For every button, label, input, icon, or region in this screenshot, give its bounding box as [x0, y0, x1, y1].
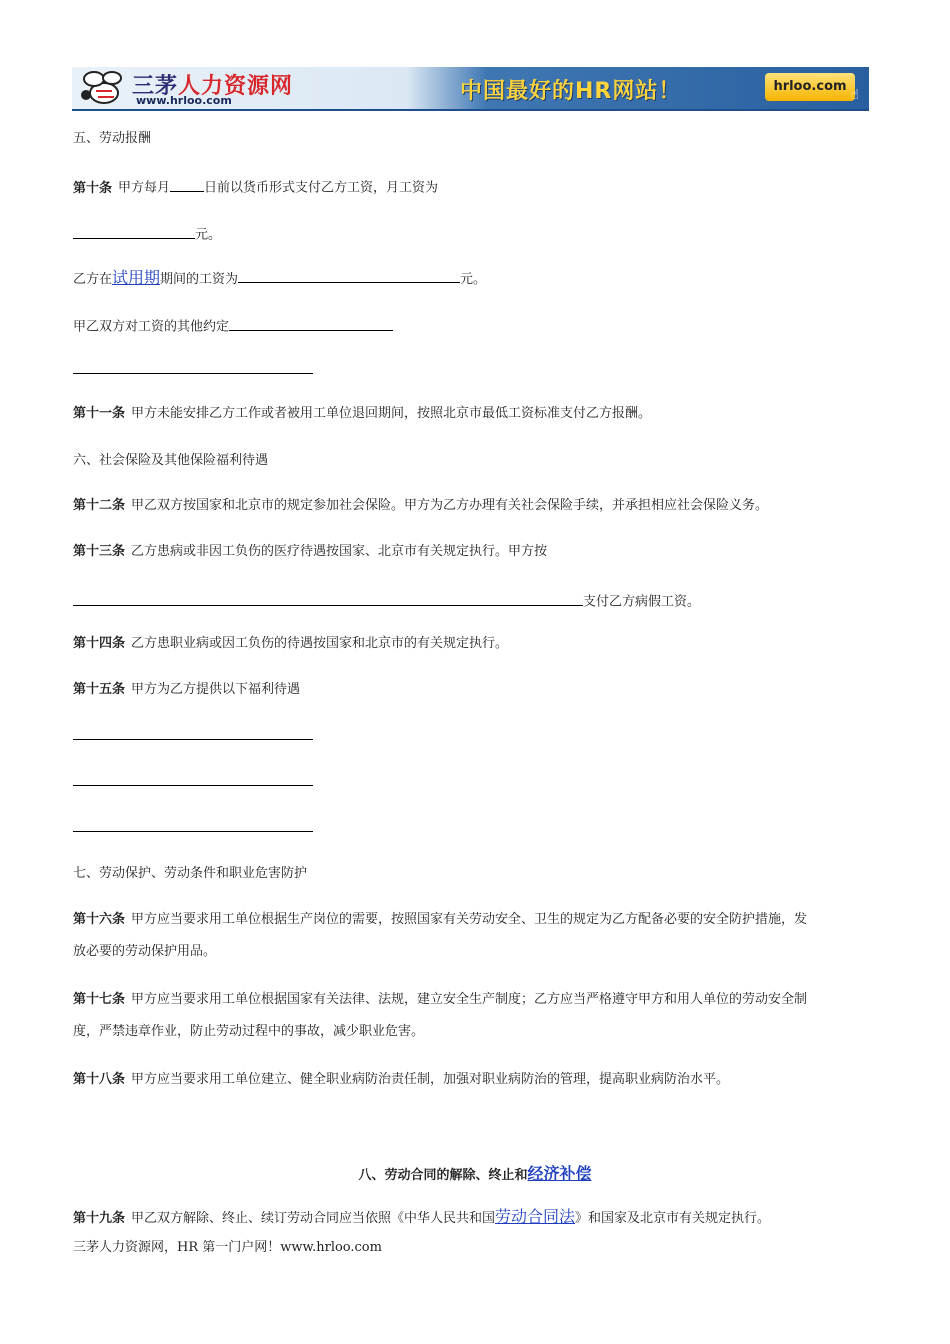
article-17: 第十七条 甲方应当要求用工单位根据国家有关法律、法规，建立安全生产制度；乙方应当严格遵守甲方和用人单位的劳动安全制 [73, 992, 808, 1007]
site-link-button[interactable]: hrloo.com ☝ [765, 73, 855, 101]
brand-url: www.hrloo.com [136, 94, 232, 107]
banner-slogan: 中国最好的HR网站！ [460, 79, 682, 104]
article-12: 第十二条 甲乙双方按国家和北京市的规定参加社会保险。甲方为乙方办理有关社会保险手续，并承担相应社会保险义务。 [73, 498, 769, 513]
header-banner[interactable] [72, 67, 869, 111]
probation-link[interactable]: 试用期 [112, 268, 161, 287]
article-19: 第十九条 甲乙双方解除、终止、续订劳动合同应当依照《中华人民共和国劳动合同法》和国家及北京市有关规定执行。 [73, 1207, 771, 1226]
section-5-heading: 五、劳动报酬 [73, 131, 152, 146]
article-13-sick-pay: 支付乙方病假工资。 [73, 591, 700, 610]
blank-sick-pay[interactable] [73, 591, 583, 606]
blank-line[interactable] [73, 373, 313, 374]
section-6-heading: 六、社会保险及其他保险福利待遇 [73, 453, 269, 468]
article-14: 第十四条 乙方患职业病或因工负伤的待遇按国家和北京市的有关规定执行。 [73, 636, 509, 651]
blank-monthly-salary[interactable] [73, 224, 195, 239]
blank-line[interactable] [73, 785, 313, 786]
article-10-salary: 元。 [73, 224, 221, 243]
blank-line[interactable] [73, 831, 313, 832]
brand-name: 三茅人力资源网 [132, 74, 294, 99]
blank-pay-day[interactable] [170, 177, 204, 192]
blank-other-terms[interactable] [229, 316, 393, 331]
article-11: 第十一条 甲方未能安排乙方工作或者被用工单位退回期间，按照北京市最低工资标准支付乙方报酬。 [73, 406, 652, 421]
hand-cursor-icon: ☝ [850, 87, 859, 103]
section-7-heading: 七、劳动保护、劳动条件和职业危害防护 [73, 866, 308, 881]
other-salary-terms: 甲乙双方对工资的其他约定 [73, 316, 393, 335]
probation-salary: 乙方在试用期期间的工资为 元。 [73, 268, 487, 287]
blank-probation-salary[interactable] [238, 268, 460, 283]
blank-line[interactable] [73, 739, 313, 740]
article-16-cont: 放必要的劳动保护用品。 [73, 944, 217, 959]
article-18: 第十八条 甲方应当要求用工单位建立、健全职业病防治责任制，加强对职业病防治的管理，提高职业病防治水平。 [73, 1072, 730, 1087]
article-16: 第十六条 甲方应当要求用工单位根据生产岗位的需要，按照国家有关劳动安全、卫生的规定为乙方配备必要的安全防护措施，发 [73, 912, 808, 927]
article-13: 第十三条 乙方患病或非因工负伤的医疗待遇按国家、北京市有关规定执行。甲方按 [73, 544, 548, 559]
economic-compensation-link[interactable]: 经济补偿 [527, 1164, 592, 1183]
article-10: 第十条 甲方每月 日前以货币形式支付乙方工资，月工资为 [73, 177, 438, 196]
section-8-heading: 八、劳动合同的解除、终止和经济补偿 [358, 1164, 592, 1183]
article-15: 第十五条 甲方为乙方提供以下福利待遇 [73, 682, 301, 697]
page-footer: 三茅人力资源网，HR 第一门户网！www.hrloo.com [73, 1240, 382, 1255]
article-17-cont: 度，严禁违章作业，防止劳动过程中的事故，减少职业危害。 [73, 1024, 425, 1039]
bee-logo-icon [78, 69, 126, 107]
labor-contract-law-link[interactable]: 劳动合同法 [495, 1207, 576, 1226]
